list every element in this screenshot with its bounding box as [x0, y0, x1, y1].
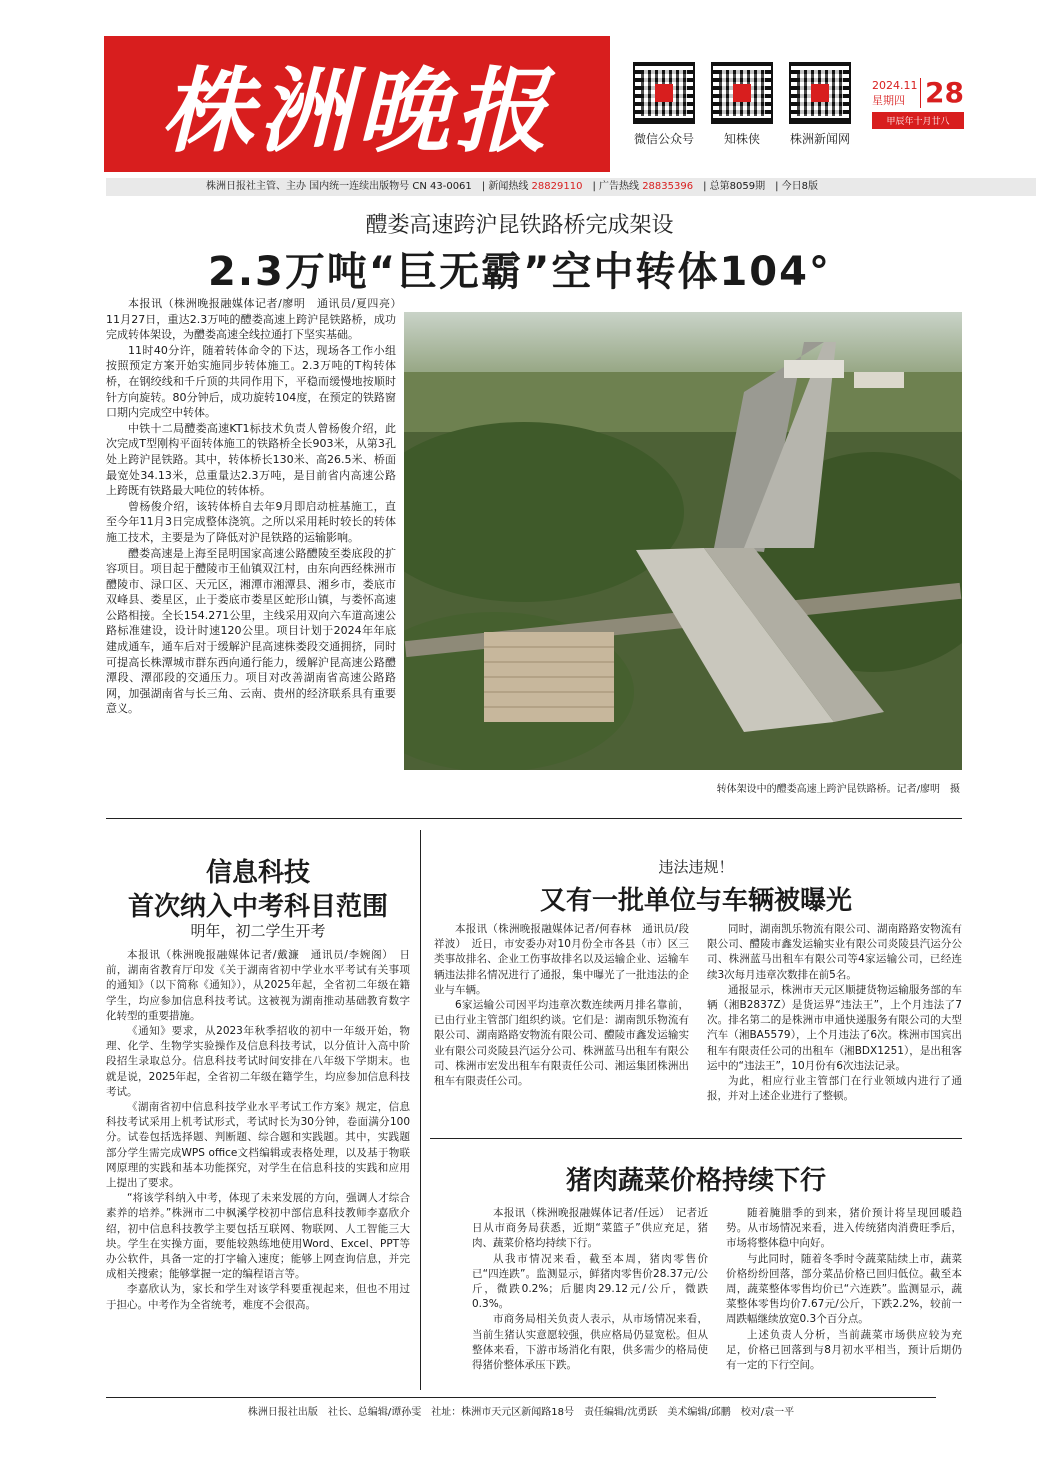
info-bar: 株洲日报社主管、主办 国内统一连续出版物号 CN 43-0061 | 新闻热线 28829110 | 广告热线 28835396 | 总第8059期 | 今日8版: [106, 178, 1036, 196]
article4-paragraph: 从我市情况来看，截至本周，猪肉零售价已“四连跌”。监测显示，鲜猪肉零售价28.37元/公斤，微跌0.2%；后腿肉29.12元/公斤，微跌0.3%。: [472, 1252, 708, 1311]
qr-label: 株洲新闻网: [789, 132, 850, 146]
qr-zhizhuxia[interactable]: [702, 62, 782, 147]
qr-code-icon: [789, 62, 851, 124]
photo-caption: 转体架设中的醴娄高速上跨沪昆铁路桥。记者/廖明 摄: [716, 784, 960, 795]
date-year-month: 2024.11: [872, 79, 918, 92]
article4-paragraph: 本报讯（株洲晚报融媒体记者/任远） 记者近日从市商务局获悉，近期“菜篮子”供应充足，猪肉、蔬菜价格均持续下行。: [472, 1207, 708, 1250]
article3-paragraph: 本报讯（株洲晚报融媒体记者/何春林 通讯员/段祥波） 近日，市安委办对10月份全市各县（市）区三类事故排名、企业工伤事故排名以及运输企业、运输车辆违法排名情况进行了通报，集中曝光了一批违法的企业与车辆。: [434, 923, 689, 996]
article4-title: 猪肉蔬菜价格持续下行: [565, 1166, 826, 1196]
section-divider: [106, 818, 962, 819]
issue-number: 总第8059期: [709, 181, 766, 192]
article4-paragraph: 市商务局相关负责人表示，从市场情况来看，当前生猪认实意愿较强，供应格局仍显宽松。但从整体来看，下游市场消化有限，供多需少的格局使得猪价整体承压下跌。: [472, 1313, 708, 1372]
page-count: 今日8版: [781, 181, 819, 192]
masthead-title: 株洲晚报: [160, 57, 553, 165]
date-box: [872, 78, 964, 129]
lead-paragraph: 本报讯（株洲晚报融媒体记者/廖明 通讯员/夏四亮） 11月27日，重达2.3万吨的醴娄高速上跨沪昆铁路桥，成功完成转体架设，为醴娄高速全线拉通打下坚实基础。: [106, 297, 407, 342]
qr-label: 微信公众号: [633, 132, 694, 146]
lead-paragraph: 中铁十二局醴娄高速KT1标技术负责人曾杨俊介绍，此次完成T型刚构平面转体施工的铁路桥全长903米，从第3孔处上跨沪昆铁路。其中，转体桥长130米、高26.5米、桥面最宽处34.13米，总重量达2.3万吨，是目前省内高速公路上跨既有铁路最大吨位的转体桥。: [106, 421, 396, 498]
lead-subtitle: 醴娄高速跨沪昆铁路桥完成架设: [365, 213, 674, 238]
footer: 株洲日报社出版 社长、总编辑/谭孙雯 社址：株洲市天元区新闻路18号 责任编辑/沈勇跃 美术编辑/邱鹏 校对/袁一平: [106, 1397, 936, 1418]
ad-hotline-label: 广告热线: [599, 181, 639, 192]
article2-paragraph: 本报讯（株洲晚报融媒体记者/戴濂 通讯员/李婉阁） 日前，湖南省教育厅印发《关于湖南省初中学业水平考试有关事项的通知》（以下简称《通知》），从2025年起，全省初二年级在籍学生，均应参加信息科技考试。这被视为湖南推动基础教育数字化转型的重要措施。: [106, 949, 410, 1022]
article3-paragraph: 通报显示，株洲市天元区顺捷货物运输服务部的车辆（湘B2837Z）是货运界“违法王”，上个月违法了7次。排名第二的是株洲市申通快递服务有限公司的大型汽车（湘BA5579），上个月违法了6次。株洲市国宾出租车有限责任公司的出租车（湘BDX1251），是出租客运中的“违法王”，10月份有6次违法记录。: [707, 983, 962, 1072]
column-divider: [420, 830, 421, 1390]
lead-paragraph: 11时40分许，随着转体命令的下达，现场各工作小组按照预定方案开始实施同步转体施工。2.3万吨的T构转体桥，在钢绞线和千斤顶的共同作用下，平稳而缓慢地按顺时针方向旋转。80分钟后，成功旋转104度，在预定的铁路窗口期内完成空中转体。: [106, 343, 396, 420]
article4-body: [472, 1206, 962, 1392]
masthead: [104, 36, 610, 172]
ad-hotline: 28835396: [642, 181, 694, 192]
article3-paragraph: 为此，相应行业主管部门在行业领域内进行了通报，并对上述企业进行了整顿。: [707, 1075, 962, 1103]
article2-title1: 信息科技: [205, 858, 310, 888]
date-weekday: 星期四: [872, 94, 905, 107]
article3-paragraph: 同时，湖南凯乐物流有限公司、湖南路路安物流有限公司、醴陵市鑫发运输实业有限公司炎陵县汽运分公司、株洲蓝马出租车有限公司等4家运输公司，已经连续3次每月违章次数排在前5名。: [707, 923, 962, 981]
publisher-info: 株洲日报社主管、主办 国内统一连续出版物号 CN 43-0061: [206, 181, 472, 192]
article4-paragraph: 上述负责人分析，当前蔬菜市场供应较为充足，价格已回落到与8月初水平相当，预计后期仍有一定的下行空间。: [726, 1328, 962, 1372]
qr-code-icon: [711, 62, 773, 124]
date-lunar: 甲辰年十月廿八: [872, 112, 964, 129]
article2-paragraph: 《通知》要求，从2023年秋季招收的初中一年级开始，物理、化学、生物学实验操作及信息科技考试，以分值计入高中阶段招生录取总分。信息科技考试时间安排在八年级下学期末。也就是说，2025年起，全省初二年级在籍学生，均应参加信息科技考试。: [106, 1025, 410, 1098]
news-hotline-label: 新闻热线: [488, 181, 529, 192]
article2-subtitle: 明年，初二学生开考: [190, 922, 326, 940]
bridge-photo: [404, 312, 962, 770]
article4-paragraph: 与此同时，随着冬季时令蔬菜陆续上市，蔬菜价格纷纷回落，部分菜品价格已回归低位。截至本周，蔬菜整体零售均价已“六连跌”。监测显示，蔬菜整体零售均价7.67元/公斤，下跌2.2%，较前一周跌幅继续放宽0.3个百分点。: [726, 1252, 962, 1326]
article3-paragraph: 6家运输公司因平均违章次数连续两月排名靠前，已由行业主管部门组织约谈。它们是：湖南凯乐物流有限公司、湖南路路安物流有限公司、醴陵市鑫发运输实业有限公司炎陵县汽运分公司、株洲蓝马出租车有限公司、株洲市宏发出租车有限责任公司、湘运集团株洲出租车有限责任公司。: [434, 999, 689, 1088]
lead-body: [106, 296, 407, 717]
qr-news-site[interactable]: [780, 62, 860, 147]
article2-title2: 首次纳入中考科目范围: [127, 892, 388, 922]
article3-title: 又有一批单位与车辆被曝光: [539, 886, 852, 916]
article3-divider: [430, 1138, 962, 1139]
qr-code-icon: [633, 62, 695, 124]
bridge-photo-illustration: [404, 312, 962, 770]
article3-body: [434, 922, 962, 1122]
lead-paragraph: 曾杨俊介绍，该转体桥自去年9月即启动桩基施工，直至今年11月3日完成整体浇筑。之所以采用耗时较长的转体施工技术，主要是为了降低对沪昆铁路的运输影响。: [106, 499, 396, 544]
news-hotline: 28829110: [531, 181, 583, 192]
article3-kicker: 违法违规！: [658, 858, 734, 876]
article4-paragraph: 随着腌腊季的到来，猪价预计将呈现回暖趋势。从市场情况来看，进入传统猪肉消费旺季后，市场将整体稳中向好。: [726, 1207, 962, 1250]
article2-body: [106, 948, 410, 1313]
lead-headline: 2.3万吨“巨无霸”空中转体104°: [208, 249, 831, 295]
qr-wechat[interactable]: [624, 62, 704, 147]
lead-paragraph: 醴娄高速是上海至昆明国家高速公路醴陵至娄底段的扩容项目。项目起于醴陵市王仙镇双江村，由东向西经株洲市醴陵市、渌口区、天元区，湘潭市湘潭县、湘乡市，娄底市双峰县、娄星区，止于娄底市娄星区蛇形山镇，与娄怀高速公路相接。全长154.271公里，主线采用双向六车道高速公路标准建设，设计时速120公里。项目计划于2024年年底建成通车，通车后对于缓解沪昆高速株娄段交通拥挤，同时可提高长株潭城市群东西向通行能力，缓解沪昆高速公路醴潭段、潭邵段的交通压力。项目对改善湖南省高速公路路网，加强湖南省与长三角、云南、贵州的经济联系具有重要意义。: [106, 546, 396, 716]
article2-paragraph: 李嘉欣认为，家长和学生对该学科要重视起来，但也不用过于担心。中考作为全省统考，难度不会很高。: [106, 1283, 410, 1311]
article2-paragraph: 《湖南省初中信息科技学业水平考试工作方案》规定，信息科技考试采用上机考试形式，考试时长为30分钟，卷面满分100分。试卷包括选择题、判断题、综合题和实践题。其中，实践题部分学生需完成WPS office文档编辑或表格处理，以及基于物联网原理的实践和基本功能探究，对学生在信息科技的实践和应用上提出了要求。: [106, 1101, 410, 1190]
article2-paragraph: “将该学科纳入中考，体现了未来发展的方向，强调人才综合素养的培养。”株洲市二中枫溪学校初中部信息科技教师李嘉欣介绍，初中信息科技教学主要包括互联网、物联网、人工智能三大块。学生在实操方面，要能较熟练地使用Word、Excel、PPT等办公软件，具备一定的打字输入速度；能够上网查询信息，并完成相关搜索；能够掌握一定的编程语言等。: [106, 1192, 410, 1281]
qr-label: 知株侠: [723, 132, 760, 146]
date-day: 28: [920, 78, 964, 108]
